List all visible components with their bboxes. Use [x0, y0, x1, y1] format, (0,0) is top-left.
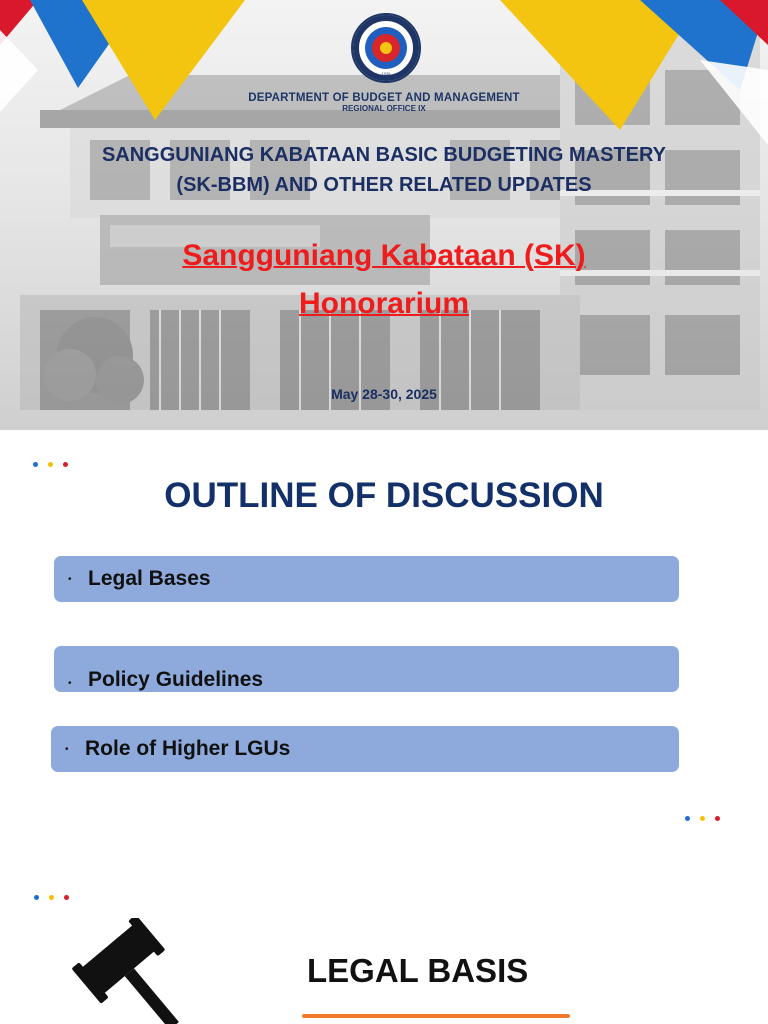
decorative-dots	[34, 895, 69, 900]
red-dot	[64, 895, 69, 900]
yellow-dot	[49, 895, 54, 900]
dbm-seal-icon	[350, 12, 422, 84]
event-date: May 28-30, 2025	[331, 386, 437, 402]
svg-text:1936: 1936	[381, 71, 391, 76]
yellow-dot	[48, 462, 53, 467]
org-region: REGIONAL OFFICE IX	[342, 104, 426, 113]
topic-title-line-2: Honorarium	[298, 287, 469, 320]
bullet: •	[68, 573, 72, 585]
outline-item-policy-guidelines	[54, 646, 679, 692]
outline-item-legal-bases	[54, 556, 679, 602]
yellow-dot	[700, 816, 705, 821]
legal-basis-slide	[0, 870, 768, 1024]
outline-item-role-of-higher-lgus	[51, 726, 679, 772]
topic-title-line-1: Sangguniang Kabataan (SK)	[182, 239, 586, 272]
blue-dot	[34, 895, 39, 900]
gavel-icon	[60, 918, 200, 1024]
title-underline	[302, 1014, 570, 1018]
decorative-dots	[33, 462, 68, 467]
blue-dot	[685, 816, 690, 821]
decorative-dots	[685, 816, 720, 821]
outline-item-label: Role of Higher LGUs	[85, 737, 291, 760]
title-slide	[0, 0, 768, 430]
bullet: •	[65, 743, 69, 755]
event-title: SANGGUNIANG KABATAAN BASIC BUDGETING MASTERY (SK-BBM) AND OTHER RELATED UPDATES	[101, 144, 667, 196]
outline-item-label: Legal Bases	[88, 567, 211, 590]
topic-title	[84, 232, 684, 328]
org-name: DEPARTMENT OF BUDGET AND MANAGEMENT	[248, 92, 520, 104]
outline-title: OUTLINE OF DISCUSSION	[164, 476, 604, 515]
red-dot	[63, 462, 68, 467]
red-dot	[715, 816, 720, 821]
outline-item-label: Policy Guidelines	[88, 668, 264, 691]
legal-basis-title: LEGAL BASIS	[307, 952, 529, 989]
blue-dot	[33, 462, 38, 467]
outline-slide	[0, 430, 768, 870]
bullet: •	[68, 678, 72, 689]
